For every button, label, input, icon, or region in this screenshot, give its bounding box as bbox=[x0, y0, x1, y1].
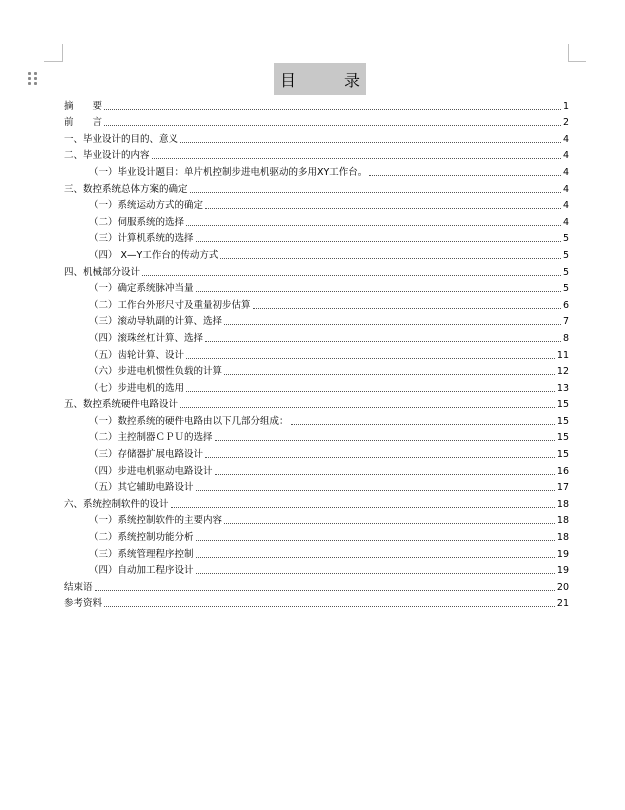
crop-mark-top-left-horizontal bbox=[44, 61, 62, 62]
toc-leader-dots bbox=[196, 291, 561, 292]
toc-leader-dots bbox=[369, 175, 561, 176]
toc-entry-label: （五）其它辅助电路设计 bbox=[89, 482, 194, 494]
toc-entry[interactable] bbox=[64, 411, 569, 428]
toc-entry-label: 四、机械部分设计 bbox=[64, 266, 141, 278]
toc-entry-page: 15 bbox=[556, 432, 569, 444]
toc-entry-label: 二、毕业设计的内容 bbox=[64, 150, 150, 162]
toc-entry[interactable] bbox=[64, 511, 569, 528]
toc-entry-page: 4 bbox=[562, 183, 569, 195]
toc-entry-page: 11 bbox=[556, 349, 569, 361]
toc-entry[interactable] bbox=[64, 229, 569, 246]
toc-entry-page: 4 bbox=[562, 216, 569, 228]
toc-entry-page: 21 bbox=[556, 598, 569, 610]
toc-leader-dots bbox=[215, 474, 555, 475]
toc-entry-page: 15 bbox=[556, 399, 569, 411]
toc-entry-page: 18 bbox=[556, 515, 569, 527]
toc-entry[interactable] bbox=[64, 129, 569, 146]
toc-entry-label: （一）系统控制软件的主要内容 bbox=[89, 515, 223, 527]
crop-mark-top-right-horizontal bbox=[568, 61, 586, 62]
toc-leader-dots bbox=[104, 606, 555, 607]
toc-entry-page: 18 bbox=[556, 532, 569, 544]
toc-entry-page: 5 bbox=[562, 283, 569, 295]
toc-entry-page: 13 bbox=[556, 382, 569, 394]
toc-leader-dots bbox=[291, 424, 555, 425]
toc-entry[interactable] bbox=[64, 461, 569, 478]
toc-entry-page: 18 bbox=[556, 498, 569, 510]
toc-entry-page: 1 bbox=[562, 100, 569, 112]
toc-entry[interactable] bbox=[64, 378, 569, 395]
toc-leader-dots bbox=[220, 258, 561, 259]
toc-entry-label: 一、毕业设计的目的、意义 bbox=[64, 133, 179, 145]
toc-entry[interactable] bbox=[64, 345, 569, 362]
toc-entry-label: 前 言 bbox=[64, 117, 103, 129]
toc-entry[interactable] bbox=[64, 577, 569, 594]
toc-leader-dots bbox=[180, 142, 561, 143]
toc-entry-label: （二）系统控制功能分析 bbox=[89, 532, 194, 544]
toc-entry-page: 5 bbox=[562, 266, 569, 278]
toc-entry[interactable] bbox=[64, 96, 569, 113]
table-of-contents bbox=[64, 96, 569, 610]
toc-entry[interactable] bbox=[64, 428, 569, 445]
toc-leader-dots bbox=[186, 391, 555, 392]
toc-entry-page: 16 bbox=[556, 465, 569, 477]
toc-leader-dots bbox=[142, 275, 561, 276]
toc-entry[interactable] bbox=[64, 328, 569, 345]
toc-leader-dots bbox=[215, 440, 555, 441]
toc-entry-label: （一）毕业设计题目：单片机控制步进电机驱动的多用XY工作台。 bbox=[89, 166, 368, 178]
toc-entry[interactable] bbox=[64, 544, 569, 561]
toc-leader-dots bbox=[224, 374, 555, 375]
toc-entry-label: （四）步进电机驱动电路设计 bbox=[89, 465, 213, 477]
toc-entry[interactable] bbox=[64, 196, 569, 213]
toc-entry-label: （一）确定系统脉冲当量 bbox=[89, 283, 194, 295]
toc-entry[interactable] bbox=[64, 594, 569, 611]
toc-leader-dots bbox=[152, 158, 561, 159]
toc-entry[interactable] bbox=[64, 279, 569, 296]
toc-entry-label: （五）齿轮计算、设计 bbox=[89, 349, 185, 361]
toc-leader-dots bbox=[196, 241, 561, 242]
toc-leader-dots bbox=[205, 208, 561, 209]
toc-leader-dots bbox=[253, 308, 561, 309]
toc-entry-page: 15 bbox=[556, 415, 569, 427]
toc-leader-dots bbox=[104, 109, 561, 110]
toc-entry[interactable] bbox=[64, 245, 569, 262]
toc-leader-dots bbox=[186, 358, 555, 359]
toc-entry-label: （一）数控系统的硬件电路由以下几部分组成： bbox=[89, 415, 289, 427]
toc-leader-dots bbox=[104, 125, 561, 126]
toc-entry-page: 4 bbox=[562, 133, 569, 145]
toc-entry-page: 19 bbox=[556, 548, 569, 560]
toc-entry-page: 12 bbox=[556, 366, 569, 378]
toc-entry[interactable] bbox=[64, 113, 569, 130]
toc-entry-label: （七）步进电机的选用 bbox=[89, 382, 185, 394]
toc-title bbox=[274, 63, 366, 95]
toc-leader-dots bbox=[196, 490, 555, 491]
toc-title-char-1: 目 bbox=[280, 70, 297, 90]
toc-entry[interactable] bbox=[64, 146, 569, 163]
toc-leader-dots bbox=[196, 557, 555, 558]
toc-leader-dots bbox=[171, 507, 555, 508]
toc-title-char-2: 录 bbox=[343, 70, 360, 90]
drag-handle-icon[interactable] bbox=[28, 72, 38, 86]
toc-entry-page: 20 bbox=[556, 581, 569, 593]
toc-leader-dots bbox=[180, 407, 555, 408]
toc-entry-label: 摘 要 bbox=[64, 100, 103, 112]
toc-entry-label: （三）系统管理程序控制 bbox=[89, 548, 194, 560]
toc-entry-label: （三）计算机系统的选择 bbox=[89, 233, 194, 245]
toc-entry[interactable] bbox=[64, 444, 569, 461]
toc-entry[interactable] bbox=[64, 527, 569, 544]
toc-leader-dots bbox=[196, 540, 555, 541]
toc-entry-label: （四）滚珠丝杠计算、选择 bbox=[89, 332, 204, 344]
toc-entry-page: 5 bbox=[562, 249, 569, 261]
toc-entry[interactable] bbox=[64, 494, 569, 511]
toc-entry-label: （三）存储器扩展电路设计 bbox=[89, 449, 204, 461]
toc-leader-dots bbox=[224, 523, 555, 524]
toc-entry-page: 5 bbox=[562, 233, 569, 245]
toc-entry-label: （二）工作台外形尺寸及重量初步估算 bbox=[89, 299, 251, 311]
toc-entry[interactable] bbox=[64, 395, 569, 412]
toc-entry-label: （四）自动加工程序设计 bbox=[89, 565, 194, 577]
toc-leader-dots bbox=[95, 590, 555, 591]
toc-entry[interactable] bbox=[64, 179, 569, 196]
crop-mark-top-right-vertical bbox=[568, 44, 569, 62]
toc-entry-label: 三、数控系统总体方案的确定 bbox=[64, 183, 188, 195]
toc-entry[interactable] bbox=[64, 312, 569, 329]
toc-entry-page: 17 bbox=[556, 482, 569, 494]
toc-leader-dots bbox=[205, 457, 555, 458]
toc-entry-page: 6 bbox=[562, 299, 569, 311]
toc-entry[interactable] bbox=[64, 295, 569, 312]
toc-entry-page: 2 bbox=[562, 117, 569, 129]
toc-entry-label: 五、数控系统硬件电路设计 bbox=[64, 399, 179, 411]
toc-leader-dots bbox=[190, 192, 561, 193]
toc-entry[interactable] bbox=[64, 162, 569, 179]
toc-entry[interactable] bbox=[64, 212, 569, 229]
toc-entry[interactable] bbox=[64, 478, 569, 495]
toc-entry-label: （四） X—Y工作台的传动方式 bbox=[89, 249, 219, 261]
toc-entry-page: 19 bbox=[556, 565, 569, 577]
toc-leader-dots bbox=[186, 225, 561, 226]
toc-entry[interactable] bbox=[64, 362, 569, 379]
toc-entry-label: （一）系统运动方式的确定 bbox=[89, 200, 204, 212]
toc-entry-label: 结束语 bbox=[64, 581, 93, 593]
toc-entry-label: （二）主控制器ＣＰＵ的选择 bbox=[89, 432, 213, 444]
toc-entry-page: 4 bbox=[562, 166, 569, 178]
toc-entry-page: 15 bbox=[556, 449, 569, 461]
toc-leader-dots bbox=[205, 341, 561, 342]
toc-entry-label: （六）步进电机惯性负载的计算 bbox=[89, 366, 223, 378]
toc-entry-page: 4 bbox=[562, 150, 569, 162]
toc-entry-label: （三）滚动导轨副的计算、选择 bbox=[89, 316, 223, 328]
toc-entry[interactable] bbox=[64, 561, 569, 578]
toc-entry-label: 参考资料 bbox=[64, 598, 103, 610]
toc-leader-dots bbox=[224, 324, 561, 325]
toc-entry-page: 4 bbox=[562, 200, 569, 212]
crop-mark-top-left-vertical bbox=[62, 44, 63, 62]
toc-leader-dots bbox=[196, 573, 555, 574]
toc-entry-label: （二）伺服系统的选择 bbox=[89, 216, 185, 228]
toc-entry[interactable] bbox=[64, 262, 569, 279]
toc-entry-label: 六、系统控制软件的设计 bbox=[64, 498, 169, 510]
toc-entry-page: 7 bbox=[562, 316, 569, 328]
toc-entry-page: 8 bbox=[562, 332, 569, 344]
